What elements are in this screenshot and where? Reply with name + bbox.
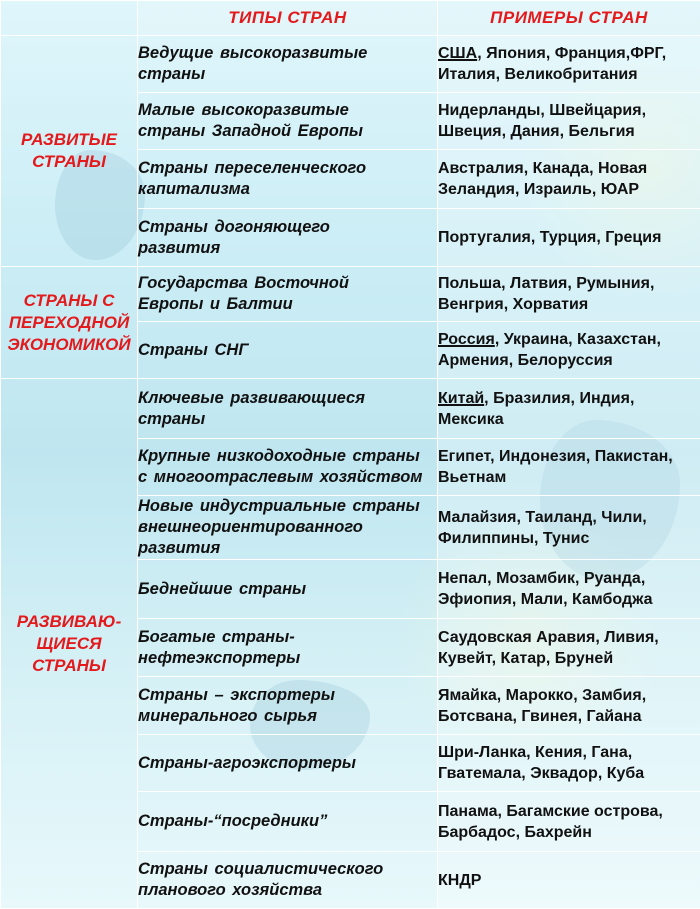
country-type-line: развития <box>138 238 437 259</box>
country-type-line: Страны социалистического <box>138 859 437 880</box>
group-label-line: ЩИЕСЯ <box>1 633 137 655</box>
table-row <box>1 379 700 439</box>
country-type-cell <box>138 322 438 379</box>
table-row <box>1 36 700 93</box>
country-type-cell <box>138 677 438 735</box>
country-examples-line: Австралия, Канада, Новая <box>438 158 700 179</box>
group-label-line: РАЗВИВАЮ- <box>1 611 137 633</box>
country-type-line: Крупные низкодоходные страны <box>138 446 437 467</box>
country-type-line: Страны догоняющего <box>138 217 437 238</box>
highlighted-country: Россия <box>438 331 495 348</box>
country-examples-cell <box>438 560 700 619</box>
country-examples-line: Армения, Белоруссия <box>438 350 700 371</box>
country-type-line: Государства Восточной <box>138 273 437 294</box>
country-examples-cell <box>438 735 700 792</box>
country-examples-line: Филиппины, Тунис <box>438 528 700 549</box>
country-examples-line: Ботсвана, Гвинея, Гайана <box>438 706 700 727</box>
group-label-line: СТРАНЫ <box>1 151 137 173</box>
country-type-line: страны Западной Европы <box>138 121 437 142</box>
country-type-line: Страны-“посредники” <box>138 811 437 832</box>
group-label-line: РАЗВИТЫЕ <box>1 129 137 151</box>
country-type-cell <box>138 36 438 93</box>
country-examples-line <box>438 43 700 64</box>
country-examples-line: Вьетнам <box>438 467 700 488</box>
table-header-row <box>1 1 700 36</box>
country-examples-cell <box>438 150 700 209</box>
country-type-line: Богатые страны- <box>138 627 437 648</box>
country-examples-line: Барбадос, Бахрейн <box>438 822 700 843</box>
country-examples-line: Малайзия, Таиланд, Чили, <box>438 507 700 528</box>
group-label-line: ПЕРЕХОДНОЙ <box>1 312 137 334</box>
country-type-line: Малые высокоразвитые <box>138 100 437 121</box>
country-type-line: нефтеэкспортеры <box>138 648 437 669</box>
country-examples-line: Шри-Ланка, Кения, Гана, <box>438 742 700 763</box>
country-examples-line: Италия, Великобритания <box>438 64 700 85</box>
country-examples-cell <box>438 36 700 93</box>
group-label-line: СТРАНЫ С <box>1 290 137 312</box>
country-examples-cell <box>438 93 700 150</box>
country-examples-line: Египет, Индонезия, Пакистан, <box>438 446 700 467</box>
country-examples-cell <box>438 792 700 852</box>
group-label-line: ЭКОНОМИКОЙ <box>1 334 137 356</box>
country-examples-line: Непал, Мозамбик, Руанда, <box>438 568 700 589</box>
country-type-line: Беднейшие страны <box>138 579 437 600</box>
header-blank <box>1 1 138 36</box>
country-type-line: Страны – экспортеры <box>138 685 437 706</box>
country-type-line: с многоотраслевым хозяйством <box>138 467 437 488</box>
country-examples-line: Кувейт, Катар, Бруней <box>438 648 700 669</box>
country-examples-line <box>438 329 700 350</box>
country-type-cell <box>138 852 438 909</box>
country-examples-rest: , Бразилия, Индия, <box>484 390 634 407</box>
country-type-cell <box>138 150 438 209</box>
country-examples-cell <box>438 209 700 267</box>
country-examples-line: Ямайка, Марокко, Замбия, <box>438 685 700 706</box>
country-examples-line: Эфиопия, Мали, Камбоджа <box>438 589 700 610</box>
highlighted-country: США <box>438 45 477 62</box>
country-examples-cell <box>438 852 700 909</box>
country-type-line: капитализма <box>138 179 437 200</box>
country-type-line: Страны СНГ <box>138 340 437 361</box>
country-examples-cell <box>438 677 700 735</box>
country-examples-line: Португалия, Турция, Греция <box>438 227 700 248</box>
country-type-line: внешнеориентированного развития <box>138 517 437 559</box>
country-type-cell <box>138 735 438 792</box>
country-examples-line: Швеция, Дания, Бельгия <box>438 121 700 142</box>
country-type-cell <box>138 379 438 439</box>
country-examples-line: Венгрия, Хорватия <box>438 294 700 315</box>
country-type-cell <box>138 93 438 150</box>
header-country-examples: ПРИМЕРЫ СТРАН <box>438 1 700 36</box>
group-label <box>1 379 138 909</box>
country-examples-line: Саудовская Аравия, Ливия, <box>438 627 700 648</box>
country-examples-line: Польша, Латвия, Румыния, <box>438 273 700 294</box>
country-type-line: Европы и Балтии <box>138 294 437 315</box>
country-examples-line: Мексика <box>438 409 700 430</box>
country-type-cell <box>138 496 438 560</box>
group-label <box>1 36 138 267</box>
country-type-line: планового хозяйства <box>138 880 437 901</box>
country-examples-line: Нидерланды, Швейцария, <box>438 100 700 121</box>
country-examples-cell <box>438 619 700 677</box>
group-label-line: СТРАНЫ <box>1 655 137 677</box>
country-type-line: страны <box>138 409 437 430</box>
table-row <box>1 267 700 322</box>
country-type-line: Страны переселенческого <box>138 158 437 179</box>
country-examples-cell <box>438 267 700 322</box>
country-type-cell <box>138 267 438 322</box>
country-type-line: Страны-агроэкспортеры <box>138 753 437 774</box>
country-type-line: Ведущие высокоразвитые <box>138 43 437 64</box>
country-examples-line: Панама, Багамские острова, <box>438 801 700 822</box>
country-examples-cell <box>438 379 700 439</box>
country-examples-line: Зеландия, Израиль, ЮАР <box>438 179 700 200</box>
country-examples-line: Гватемала, Эквадор, Куба <box>438 763 700 784</box>
highlighted-country: Китай <box>438 390 484 407</box>
country-examples-cell <box>438 322 700 379</box>
country-type-line: Новые индустриальные страны <box>138 496 437 517</box>
country-examples-rest: , Япония, Франция,ФРГ, <box>477 45 666 62</box>
country-examples-line <box>438 388 700 409</box>
country-type-cell <box>138 619 438 677</box>
group-label <box>1 267 138 379</box>
country-examples-rest: , Украина, Казахстан, <box>495 331 661 348</box>
table-body <box>1 36 700 909</box>
country-type-line: Ключевые развивающиеся <box>138 388 437 409</box>
country-type-cell <box>138 439 438 496</box>
country-examples-line: КНДР <box>438 870 700 891</box>
country-type-cell <box>138 209 438 267</box>
country-type-line: минерального сырья <box>138 706 437 727</box>
country-examples-cell <box>438 496 700 560</box>
country-type-cell <box>138 792 438 852</box>
header-country-types: ТИПЫ СТРАН <box>138 1 438 36</box>
country-examples-cell <box>438 439 700 496</box>
country-type-cell <box>138 560 438 619</box>
country-type-line: страны <box>138 64 437 85</box>
